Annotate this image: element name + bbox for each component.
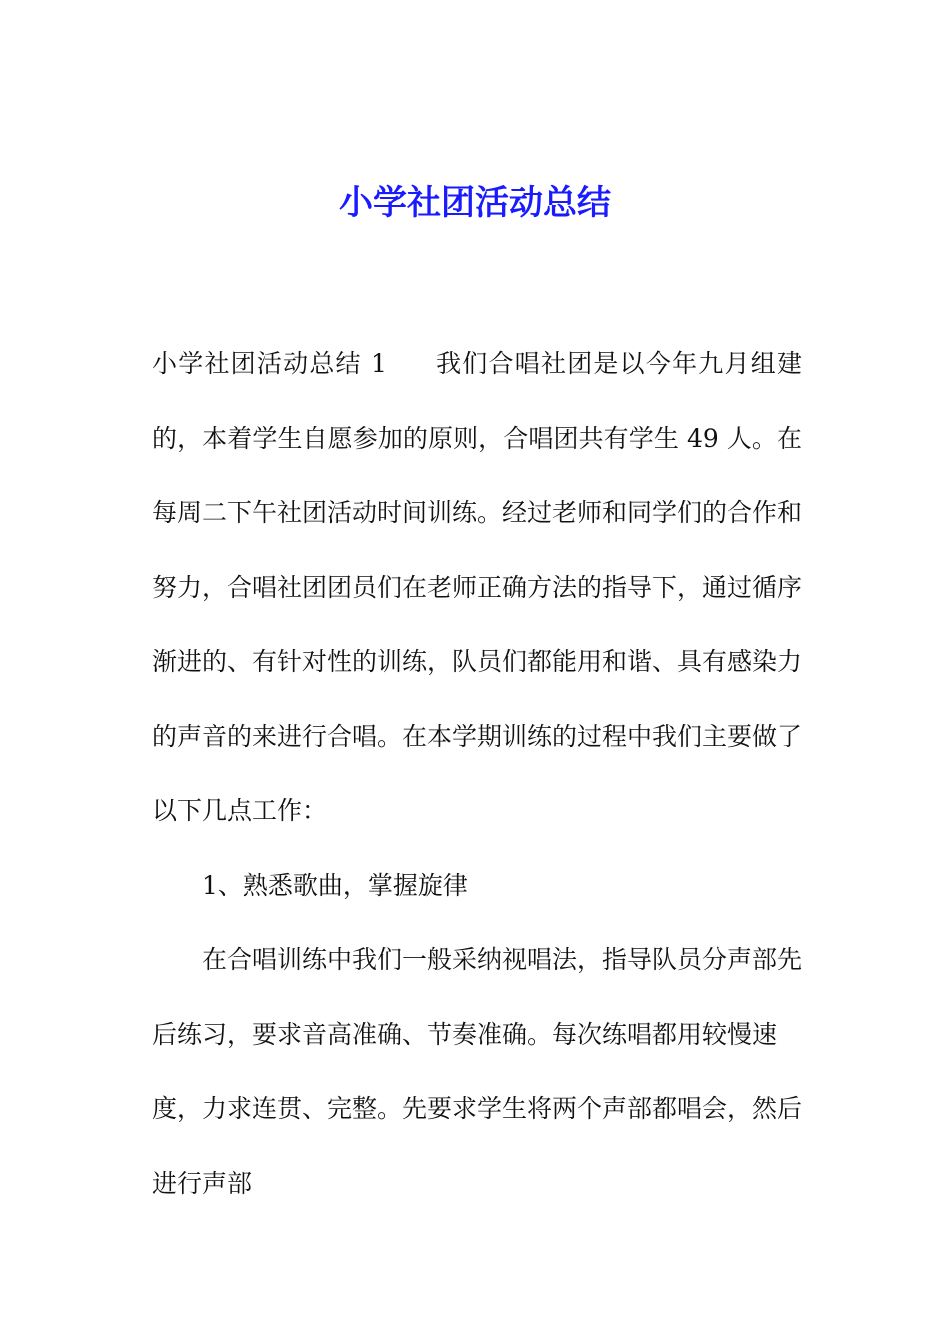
section-1-heading: 1、熟悉歌曲，掌握旋律 xyxy=(202,870,468,900)
section-1-paragraph: 在合唱训练中我们一般采纳视唱法，指导队员分声部先后练习，要求音高准确、节奏准确。每次练唱都用较慢速度，力求连贯、完整。先要求学生将两个声部都唱会，然后进行声部 xyxy=(152,945,803,1198)
document-title: 小学社团活动总结 xyxy=(339,183,611,223)
intro-text: 我们合唱社团是以今年九月组建的，本着学生自愿参加的原则，合唱团共有学生 49 人。在每周二下午社团活动时间训练。经过老师和同学们的合作和努力，合唱社团团员们在老师正确方法的指导下，通过循序渐进的、有针对性的训练，队员们都能用和谐、具有感染力的声音的来进行合唱。在本学期训练的过程中我们主要做了以下几点工作： xyxy=(152,349,803,825)
document-body xyxy=(152,327,802,1221)
intro-heading: 小学社团活动总结 1 xyxy=(152,349,387,378)
intro-paragraph xyxy=(152,327,802,849)
